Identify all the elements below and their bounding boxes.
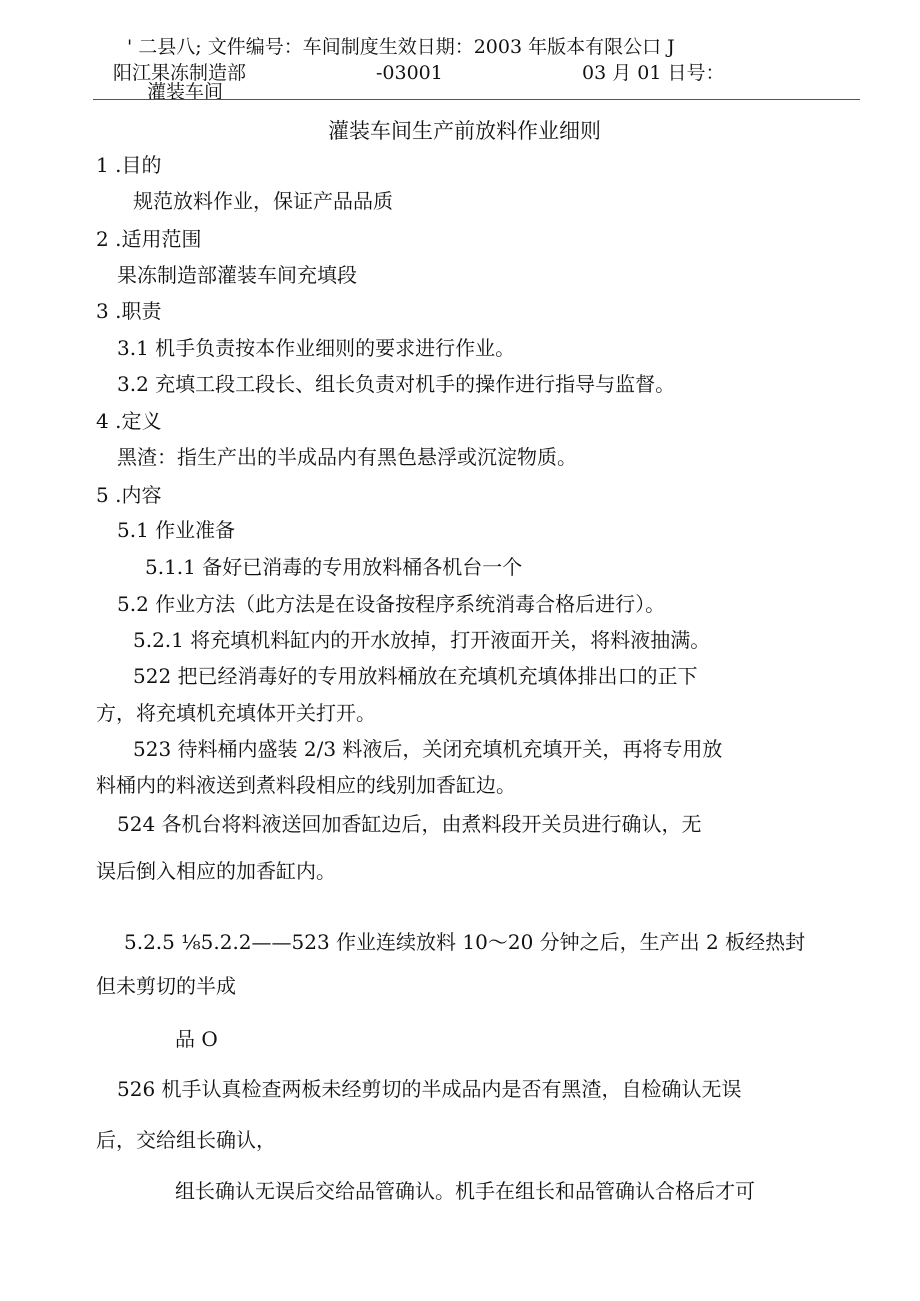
header-line: ' 二县八; 文件编号：车间制度生效日期：2003 年版本有限公口 J xyxy=(127,36,675,58)
effective-date: 03 月 01 日号： xyxy=(582,62,725,84)
section-heading-definition: 4 .定义 xyxy=(96,409,162,433)
content-line: 5.2 作业方法（此方法是在设备按程序系统消毒合格后进行）。 xyxy=(117,592,666,616)
content-line: 522 把已经消毒好的专用放料桶放在充填机充填体排出口的正下 xyxy=(133,664,698,688)
section-heading-content: 5 .内容 xyxy=(96,483,162,507)
duty-item: 3.2 充填工段工段长、组长负责对机手的操作进行指导与监督。 xyxy=(117,372,676,396)
content-line: 524 各机台将料液送回加香缸边后，由煮料段开关员进行确认，无 xyxy=(117,812,702,836)
section-body-scope: 果冻制造部灌装车间充填段 xyxy=(117,263,357,287)
content-line: 料桶内的料液送到煮料段相应的线别加香缸边。 xyxy=(96,773,516,797)
header-divider xyxy=(93,99,860,100)
section-heading-purpose: 1 .目的 xyxy=(96,153,162,177)
document-number: -03001 xyxy=(376,62,443,84)
content-line: 组长确认无误后交给品管确认。机手在组长和品管确认合格后才可 xyxy=(175,1179,755,1203)
content-line: 5.2.5 ⅛5.2.2——523 作业连续放料 10～20 分钟之后，生产出 2 板经热封 xyxy=(124,930,806,954)
content-line: 方，将充填机充填体开关打开。 xyxy=(96,701,376,725)
section-body-definition: 黑渣：指生产出的半成品内有黑色悬浮或沉淀物质。 xyxy=(117,445,577,469)
content-line: 5.1.1 备好已消毒的专用放料桶各机台一个 xyxy=(145,555,523,579)
content-line: 526 机手认真检查两板未经剪切的半成品内是否有黑渣，自检确认无误 xyxy=(117,1077,742,1101)
content-line: 5.1 作业准备 xyxy=(117,518,236,542)
section-body-purpose: 规范放料作业，保证产品品质 xyxy=(133,189,393,213)
section-heading-duties: 3 .职责 xyxy=(96,299,162,323)
content-line: 品 O xyxy=(175,1027,218,1051)
content-line: 后，交给组长确认， xyxy=(96,1128,276,1152)
company-name: 阳江果冻制造部 xyxy=(113,62,247,84)
content-line: 5.2.1 将充填机料缸内的开水放掉，打开液面开关，将料液抽满。 xyxy=(133,628,711,652)
content-line: 误后倒入相应的加香缸内。 xyxy=(96,859,336,883)
workshop-name: 灌装车间 xyxy=(147,81,224,103)
document-title: 灌装车间生产前放料作业细则 xyxy=(328,119,601,143)
content-line: 523 待料桶内盛装 2/3 料液后，关闭充填机充填开关，再将专用放 xyxy=(133,737,723,761)
content-line: 但未剪切的半成 xyxy=(96,974,236,998)
duty-item: 3.1 机手负责按本作业细则的要求进行作业。 xyxy=(117,336,516,360)
section-heading-scope: 2 .适用范围 xyxy=(96,227,202,251)
